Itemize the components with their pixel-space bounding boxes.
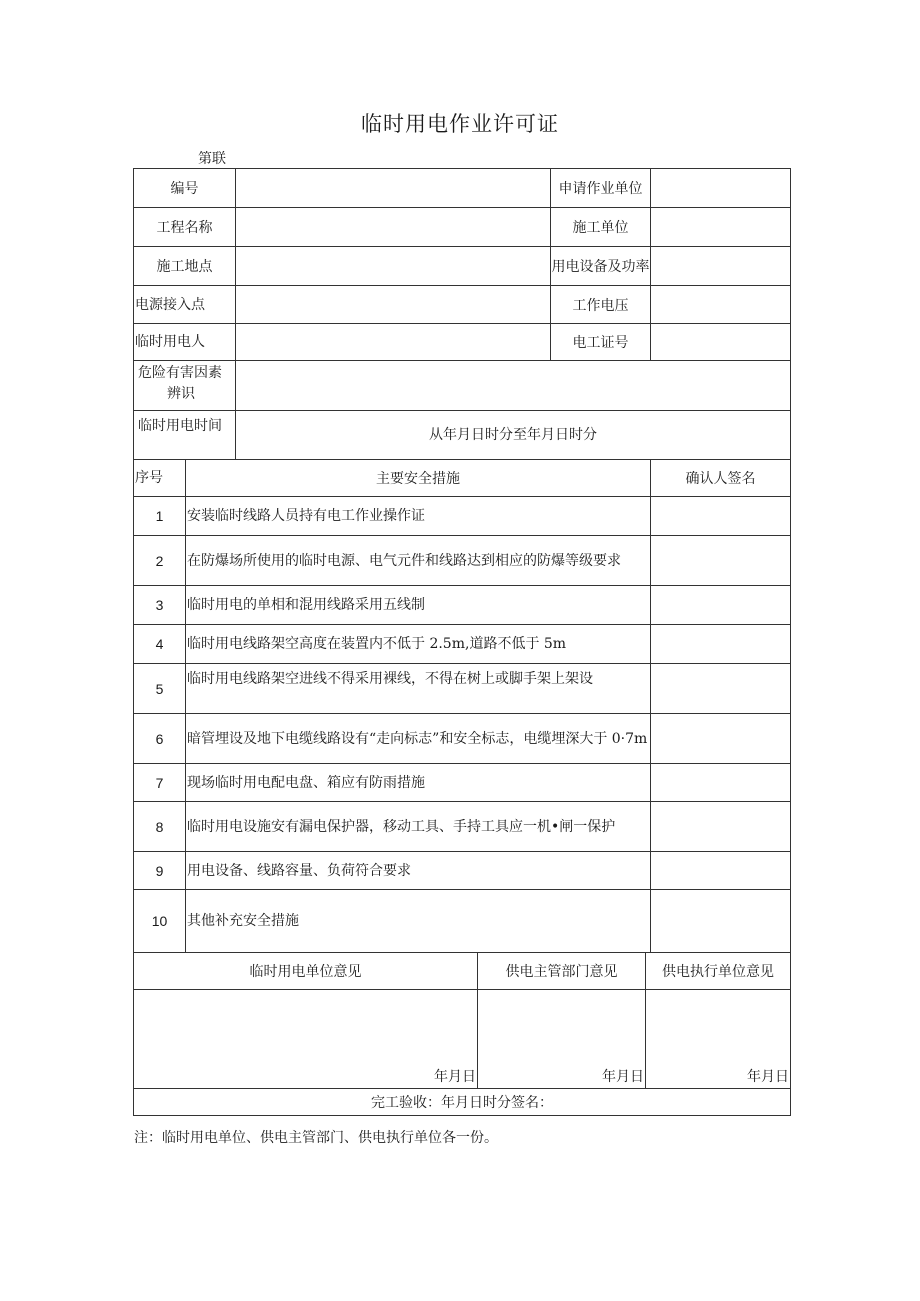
measure-row <box>134 664 791 714</box>
hazard-label-line1: 危险有害因素 <box>138 365 222 381</box>
completion-row <box>134 1089 791 1116</box>
measure-row <box>134 802 791 852</box>
hazard-value[interactable] <box>236 361 791 411</box>
measure-no: 5 <box>134 664 186 714</box>
measure-signature[interactable] <box>651 536 791 586</box>
measure-row <box>134 852 791 890</box>
measure-signature[interactable] <box>651 802 791 852</box>
supply-dept-opinion[interactable] <box>478 990 646 1089</box>
applicant-unit-value[interactable] <box>651 169 791 208</box>
completion-acceptance[interactable]: 完工验收：年月日时分签名： <box>134 1089 791 1116</box>
user-unit-date: 年月日 <box>434 1069 476 1085</box>
electric-user-value[interactable] <box>236 324 551 361</box>
measure-signature[interactable] <box>651 497 791 536</box>
measures-header-no: 序号 <box>134 460 186 497</box>
applicant-unit-label: 申请作业单位 <box>551 169 651 208</box>
power-access-value[interactable] <box>236 286 551 324</box>
equipment-power-value[interactable] <box>651 247 791 286</box>
site-label: 施工地点 <box>134 247 236 286</box>
info-row-site <box>134 247 791 286</box>
user-unit-opinion-label: 临时用电单位意见 <box>134 953 478 990</box>
measure-signature[interactable] <box>651 714 791 764</box>
electric-user-label: 临时用电人 <box>134 324 236 361</box>
measure-text: 用电设备、线路容量、负荷符合要求 <box>186 852 651 890</box>
measure-text: 临时用电线路架空进线不得采用裸线，不得在树上或脚手架上架设 <box>186 664 651 714</box>
electrician-cert-value[interactable] <box>651 324 791 361</box>
measure-text: 暗管埋设及地下电缆线路设有“走向标志”和安全标志，电缆埋深大于 0·7m <box>186 714 651 764</box>
info-row-serial <box>134 169 791 208</box>
measure-text: 临时用电的单相和混用线路采用五线制 <box>186 586 651 625</box>
exec-unit-opinion[interactable] <box>646 990 791 1089</box>
project-name-value[interactable] <box>236 208 551 247</box>
site-value[interactable] <box>236 247 551 286</box>
serial-value[interactable] <box>236 169 551 208</box>
exec-unit-date: 年月日 <box>747 1069 789 1085</box>
project-name-label: 工程名称 <box>134 208 236 247</box>
measure-signature[interactable] <box>651 852 791 890</box>
measure-row <box>134 536 791 586</box>
measures-header-row <box>134 460 791 497</box>
measure-no: 3 <box>134 586 186 625</box>
page-title: 临时用电作业许可证 <box>361 112 559 136</box>
supply-dept-date: 年月日 <box>602 1069 644 1085</box>
construction-unit-label: 施工单位 <box>551 208 651 247</box>
user-unit-opinion[interactable] <box>134 990 478 1089</box>
measures-header-measure: 主要安全措施 <box>186 460 651 497</box>
electrician-cert-label: 电工证号 <box>551 324 651 361</box>
opinions-header-row <box>134 953 791 990</box>
measure-no: 2 <box>134 536 186 586</box>
measure-text: 在防爆场所使用的临时电源、电气元件和线路达到相应的防爆等级要求 <box>186 536 651 586</box>
measure-row <box>134 586 791 625</box>
construction-unit-value[interactable] <box>651 208 791 247</box>
measure-row <box>134 497 791 536</box>
time-value[interactable]: 从年月日时分至年月日时分 <box>236 411 791 460</box>
exec-unit-opinion-label: 供电执行单位意见 <box>646 953 791 990</box>
measure-signature[interactable] <box>651 890 791 953</box>
measure-no: 1 <box>134 497 186 536</box>
measure-row <box>134 890 791 953</box>
permit-table <box>133 168 791 1116</box>
info-row-time <box>134 411 791 460</box>
supply-dept-opinion-label: 供电主管部门意见 <box>478 953 646 990</box>
measure-no: 9 <box>134 852 186 890</box>
measure-signature[interactable] <box>651 664 791 714</box>
opinions-body-row <box>134 990 791 1089</box>
time-label: 临时用电时间 <box>134 411 236 460</box>
measure-text: 临时用电线路架空高度在装置内不低于 2.5m,道路不低于 5m <box>186 625 651 664</box>
measure-row <box>134 764 791 802</box>
info-row-project <box>134 208 791 247</box>
equipment-power-label: 用电设备及功率 <box>551 247 651 286</box>
working-voltage-value[interactable] <box>651 286 791 324</box>
measure-text: 其他补充安全措施 <box>186 890 651 953</box>
measure-no: 6 <box>134 714 186 764</box>
hazard-label-line2: 辨识 <box>167 386 195 402</box>
hazard-label <box>134 361 236 411</box>
measure-row <box>134 714 791 764</box>
power-access-label: 电源接入点 <box>134 286 236 324</box>
info-row-hazard <box>134 361 791 411</box>
working-voltage-label: 工作电压 <box>551 286 651 324</box>
measure-text: 临时用电设施安有漏电保护器，移动工具、手持工具应一机•闸一保护 <box>186 802 651 852</box>
measure-signature[interactable] <box>651 586 791 625</box>
measure-text: 现场临时用电配电盘、箱应有防雨措施 <box>186 764 651 802</box>
measure-no: 10 <box>134 890 186 953</box>
measure-row <box>134 625 791 664</box>
measure-text: 安装临时线路人员持有电工作业操作证 <box>186 497 651 536</box>
measure-no: 7 <box>134 764 186 802</box>
serial-label: 编号 <box>134 169 236 208</box>
info-row-user <box>134 324 791 361</box>
footnote: 注：临时用电单位、供电主管部门、供电执行单位各一份。 <box>134 1130 498 1146</box>
info-row-access <box>134 286 791 324</box>
copy-label: 第联 <box>198 151 226 167</box>
measure-signature[interactable] <box>651 764 791 802</box>
measures-header-confirm: 确认人签名 <box>651 460 791 497</box>
measure-no: 8 <box>134 802 186 852</box>
measure-no: 4 <box>134 625 186 664</box>
measure-signature[interactable] <box>651 625 791 664</box>
